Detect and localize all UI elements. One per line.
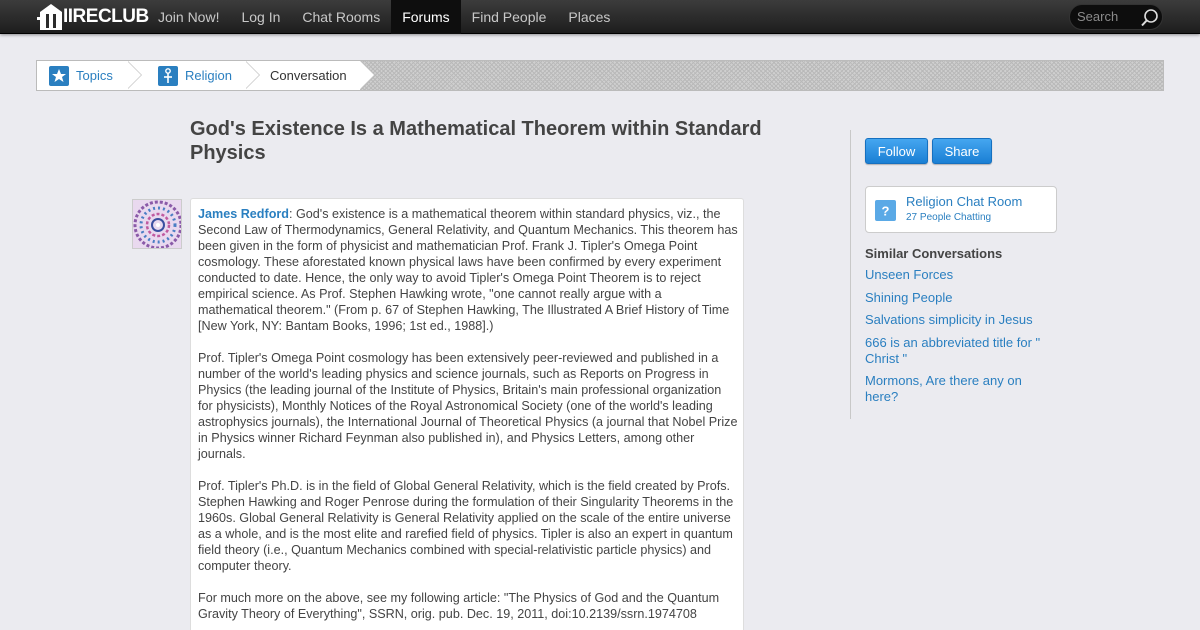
avatar[interactable] xyxy=(132,199,182,249)
breadcrumb-religion[interactable] xyxy=(127,61,245,90)
similar-conversation-link[interactable]: Shining People xyxy=(865,289,953,305)
breadcrumb-conversation xyxy=(245,61,360,90)
chat-room-card[interactable] xyxy=(865,186,1057,233)
follow-button[interactable]: Follow xyxy=(865,138,928,164)
svg-text:?: ? xyxy=(881,203,890,219)
breadcrumb-conversation-label: Conversation xyxy=(270,68,347,83)
nav-forums[interactable]: Forums xyxy=(391,0,460,34)
star-icon xyxy=(49,66,69,86)
similar-conversations-list xyxy=(865,267,1055,412)
breadcrumb-items xyxy=(37,61,360,90)
similar-conversation-link[interactable]: Salvations simplicity in Jesus xyxy=(865,312,1033,327)
search-input[interactable] xyxy=(1077,9,1139,24)
post-paragraph: For much more on the above, see my following article: "The Physics of God and the Quantum Gravity Theory of Everything", SSRN, orig. pub. Dec. 19, 2011, doi:10.2139/ssrn.1974708 xyxy=(198,591,720,621)
nav-places[interactable]: Places xyxy=(568,9,611,25)
page-title: God's Existence Is a Mathematical Theorem within Standard Physics xyxy=(190,118,762,164)
top-navigation-bar xyxy=(0,0,1200,34)
similar-conversation-link[interactable]: 666 is an abbreviated title for " Christ " xyxy=(865,334,1041,366)
logo-mark-icon xyxy=(37,3,65,31)
breadcrumb-topics[interactable] xyxy=(37,61,127,90)
post-paragraph: Prof. Tipler's Omega Point cosmology has been extensively peer-reviewed and published in a number of the world's leading physics and science journals, such as Reports on Progress in Physics (the leading journal of the Institute of Physics, Britain's main professional organization for physicists), Monthly Notices of the Royal Astronomical Society (one of the world's leading astrophysics journals), the International Journal of Theoretical Physics (a journal that Nobel Prize in Physics winner Richard Feynman also published in), and Physics Letters, among other journals. xyxy=(198,351,738,461)
search-box xyxy=(1069,4,1163,30)
similar-conversations-heading: Similar Conversations xyxy=(865,246,1003,261)
post-paragraph: Prof. Tipler's Ph.D. is in the field of Global General Relativity, which is the field created by Profs. Stephen Hawking and Roger Penrose during the formulation of their Singularity Theorems in the 1960s. Global General Relativity is General Relativity applied on the scale of the entire universe as a whole, and is the most elite and rarefied field of physics. Tipler is also an expert in quantum field theory (i.e., Quantum Mechanics combined with special-relativistic particle physics) and computer theory. xyxy=(198,479,734,573)
post-paragraph xyxy=(198,206,738,334)
similar-conversation-link[interactable]: Unseen Forces xyxy=(865,267,954,282)
post-author-link[interactable]: James Redford xyxy=(198,207,289,221)
nav-log-in[interactable]: Log In xyxy=(241,9,281,25)
chat-room-name[interactable]: Religion Chat Room xyxy=(906,194,1023,209)
breadcrumb-topics-link[interactable]: Topics xyxy=(76,68,113,83)
question-icon xyxy=(875,200,896,221)
chat-room-count: 27 People Chatting xyxy=(906,212,992,223)
religion-icon xyxy=(158,66,178,86)
nav-chat-rooms[interactable]: Chat Rooms xyxy=(302,9,381,25)
column-divider xyxy=(850,130,851,419)
breadcrumb xyxy=(36,60,1164,91)
similar-conversation-link[interactable]: Mormons, Are there any on here? xyxy=(865,373,1022,404)
avatar-image xyxy=(133,200,182,249)
breadcrumb-religion-link[interactable]: Religion xyxy=(185,68,232,83)
share-button[interactable]: Share xyxy=(932,138,992,164)
site-logo[interactable] xyxy=(37,2,149,32)
search-icon[interactable] xyxy=(1140,8,1160,28)
main-nav xyxy=(147,0,621,34)
post-paragraph-text: : God's existence is a mathematical theorem within standard physics, viz., the Second Law of Thermodynamics, General Relativity, and Quantum Mechanics. This theorem has been given in the form of physicist and mathematician Prof. Frank J. Tipler's Omega Point cosmology. These aforestated known physical laws have been confirmed by every experiment conducted to date. Hence, the only way to avoid Tipler's Omega Point Theorem is to reject empirical science. As Prof. Stephen Hawking wrote, "one cannot really argue with a mathematical theorem." (From p. 67 of Stephen Hawking, The Illustrated A Brief History of Time [New York, NY: Bantam Books, 1996; 1st ed., 1988].) xyxy=(198,207,738,333)
nav-join-now[interactable]: Join Now! xyxy=(158,9,220,25)
post xyxy=(190,198,744,630)
logo-text: IIRECLUB xyxy=(63,6,149,27)
nav-find-people[interactable]: Find People xyxy=(471,9,547,25)
post-body xyxy=(198,206,738,630)
